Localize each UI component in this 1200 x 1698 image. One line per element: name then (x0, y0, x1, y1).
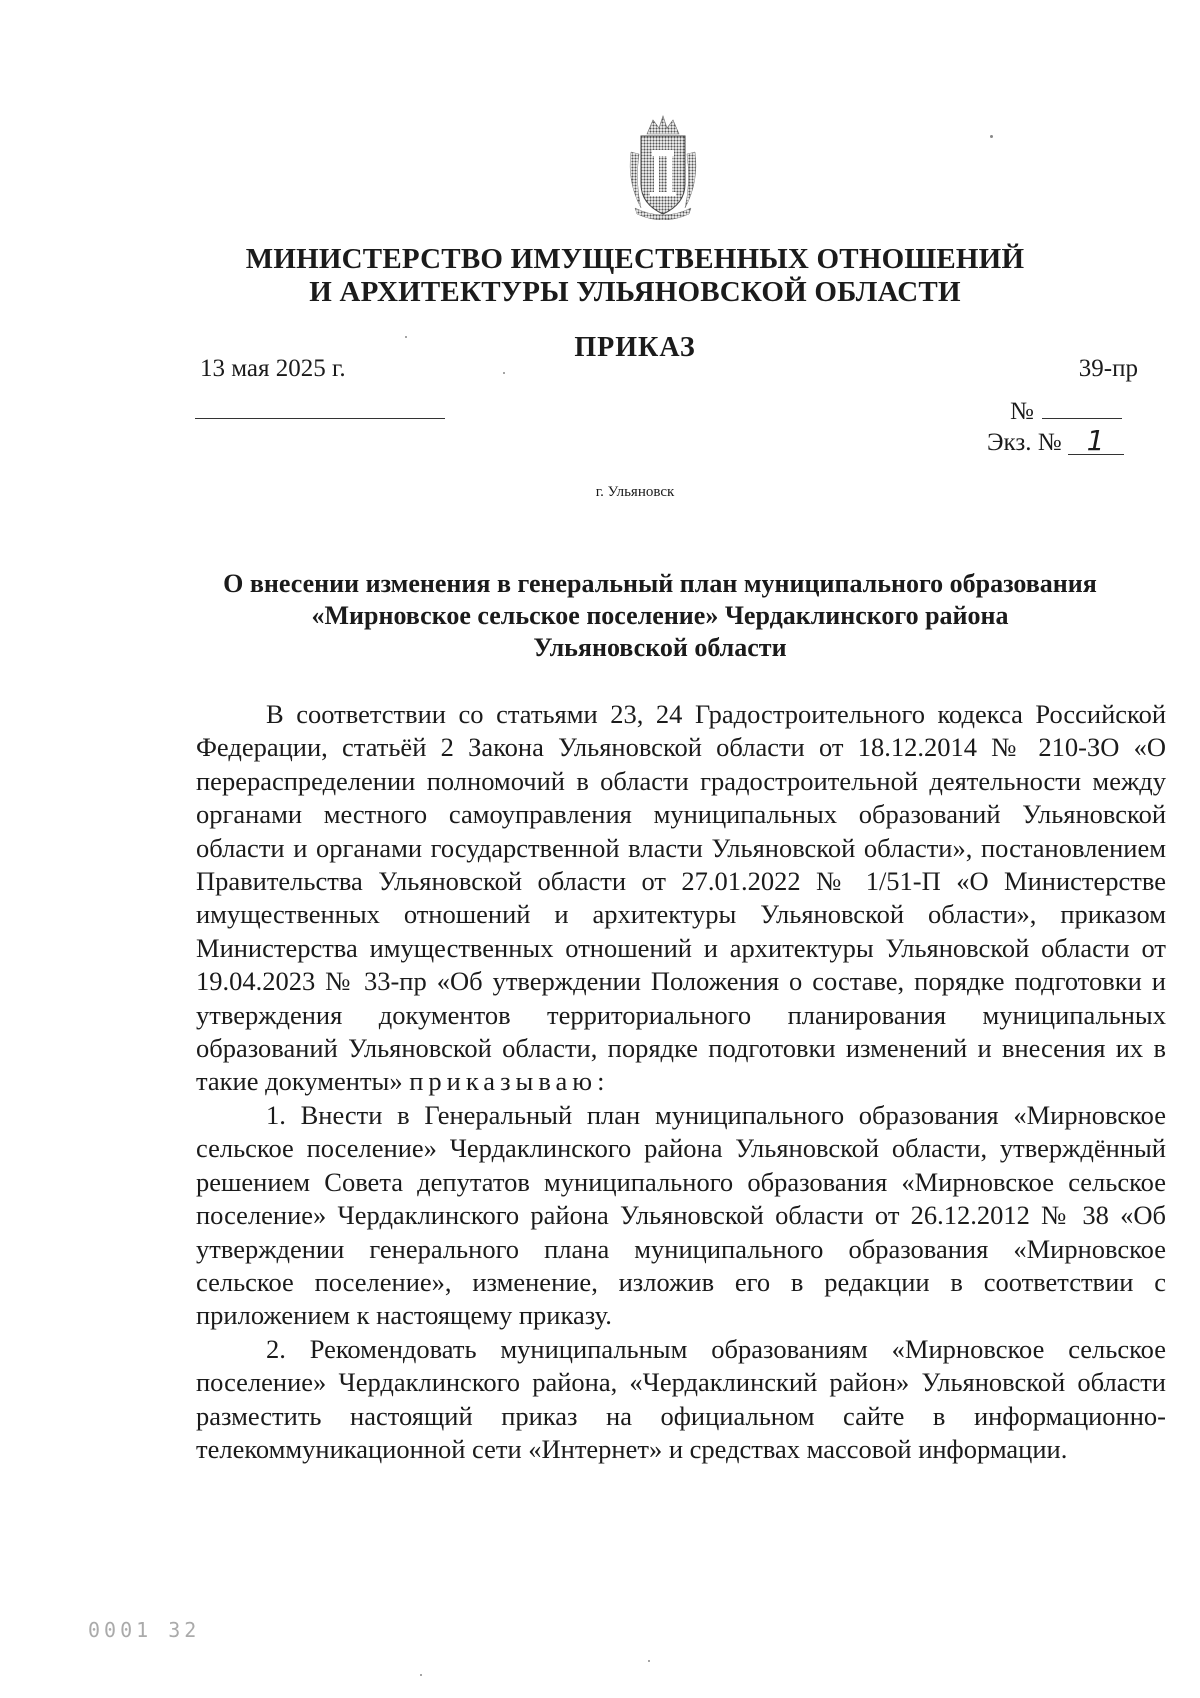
scan-speck (990, 135, 993, 138)
order-heading-line2: «Мирновское сельское поселение» Чердаклинского района (311, 601, 1009, 630)
item-2: 2. Рекомендовать муниципальным образованиям «Мирновское сельское поселение» Чердаклинского района, «Чердаклинский район» Ульяновской области разместить настоящий приказ на официальном сайте в информационно-телекоммуникационной сети «Интернет» и средствах массовой информации. (196, 1333, 1166, 1464)
item-1: 1. Внести в Генеральный план муниципального образования «Мирновское сельское поселение» Чердаклинского района Ульяновской области, утверждённый решением Совета депутатов муниципального образования «Мирновское сельское поселение» Чердаклинского района Ульяновской области от 26.12.2012 № 38 «Об утверждении генерального плана муниципального образования «Мирновское сельское поселение», изменение, изложив его в редакции в соответствии с приложением к настоящему приказу. (196, 1099, 1166, 1331)
city: г. Ульяновск (595, 484, 675, 500)
preamble-paragraph (196, 698, 1166, 1099)
scan-speck (405, 336, 407, 338)
scan-speck (420, 1674, 422, 1676)
order-word: приказываю: (409, 1066, 610, 1097)
number-label: № (1010, 398, 1034, 425)
scan-speck (503, 372, 505, 374)
ministry-name (180, 243, 1090, 309)
number-blank (1042, 398, 1122, 419)
ministry-name-line2: И АРХИТЕКТУРЫ УЛЬЯНОВСКОЙ ОБЛАСТИ (309, 276, 961, 308)
copy-label: Экз. № (987, 429, 1062, 456)
order-heading (190, 568, 1130, 664)
scan-speck (648, 1660, 650, 1662)
ministry-name-line1: МИНИСТЕРСТВО ИМУЩЕСТВЕННЫХ ОТНОШЕНИЙ (245, 243, 1025, 275)
order-body (196, 698, 1166, 1466)
order-date: 13 мая 2025 г. (200, 355, 346, 382)
order-heading-line1: О внесении изменения в генеральный план муниципального образования (223, 569, 1097, 598)
preamble-text: В соответствии со статьями 23, 24 Градостроительного кодекса Российской Федерации, статьёй 2 Закона Ульяновской области от 18.12.2014 № 210-ЗО «О перераспределении полномочий в области градостроительной деятельности между органами местного самоуправления муниципальных образований Ульяновской области и органами государственной власти Ульяновской области», постановлением Правительства Ульяновской области от 27.01.2022 № 1/51-П «О Министерстве имущественных отношений и архитектуры Ульяновской области», приказом Министерства имущественных отношений и архитектуры Ульяновской области от 19.04.2023 № 33-пр «Об утверждении Положения о составе, порядке подготовки и утверждения документов территориального планирования муниципальных образований Ульяновской области, порядке подготовки изменений и внесения их в такие документы» (196, 699, 1166, 1097)
order-title: ПРИКАЗ (574, 332, 696, 363)
archive-stamp-number: 0001 32 (88, 1618, 201, 1642)
number-field (1010, 398, 1122, 426)
copy-number-field (987, 424, 1124, 457)
copy-number-handwritten: 1 (1068, 428, 1124, 455)
date-underline (195, 418, 445, 419)
order-number: 39-пр (1078, 355, 1138, 382)
order-heading-line3: Ульяновской области (533, 633, 787, 662)
ulyanovsk-region-coat-of-arms-icon (625, 112, 701, 220)
